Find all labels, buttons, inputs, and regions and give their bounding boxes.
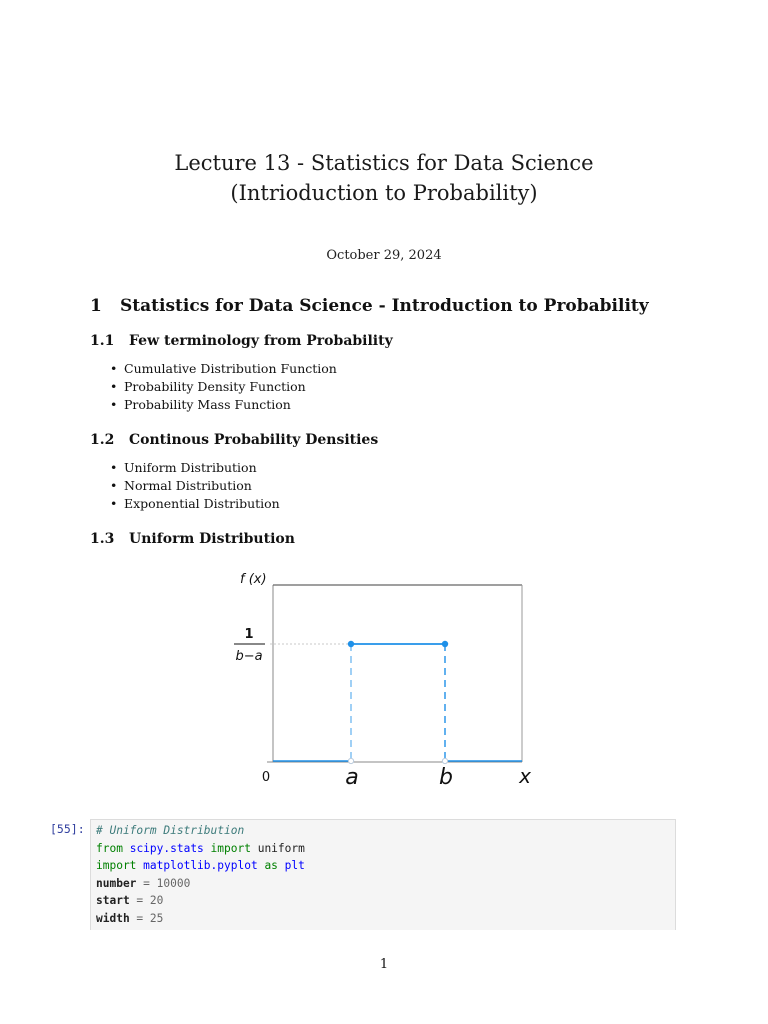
code-token — [204, 842, 211, 855]
subsection-number: 1.2 — [90, 432, 115, 448]
code-token — [123, 842, 130, 855]
code-token: width — [96, 911, 130, 925]
code-token — [278, 859, 285, 872]
y-axis-label: f (x) — [240, 572, 267, 587]
code-token: uniform — [250, 841, 305, 855]
code-token: 10000 — [156, 876, 191, 890]
list-item: • Cumulative Distribution Function — [110, 360, 337, 378]
code-line — [96, 857, 675, 875]
list-item: • Uniform Distribution — [110, 459, 280, 477]
code-token: = — [129, 894, 150, 908]
code-token: start — [96, 894, 130, 908]
code-line — [96, 875, 675, 893]
code-token: = — [129, 911, 150, 925]
code-token: # Uniform Distribution — [96, 824, 245, 837]
b-endpoint — [442, 641, 448, 647]
a-open-point — [348, 758, 353, 763]
section-title: Statistics for Data Science - Introduction to Probability — [120, 296, 649, 316]
subsection-title: Uniform Distribution — [129, 531, 295, 547]
density-numerator: 1 — [244, 627, 254, 642]
section-1-heading — [90, 296, 649, 316]
code-line — [96, 892, 675, 910]
section-number: 1 — [90, 296, 102, 316]
document-date: October 29, 2024 — [326, 248, 442, 263]
subsection-1-1-heading — [90, 333, 393, 349]
terminology-list — [110, 360, 337, 414]
subsection-1-2-heading — [90, 432, 378, 448]
code-line — [96, 910, 675, 928]
subsection-1-3-heading — [90, 531, 295, 547]
code-block — [91, 820, 675, 928]
code-token: scipy.stats — [129, 841, 204, 855]
a-label: a — [345, 765, 359, 790]
code-token: = — [136, 876, 157, 890]
b-open-point — [442, 758, 447, 763]
subsection-number: 1.1 — [90, 333, 115, 349]
code-token: plt — [284, 859, 305, 873]
a-endpoint — [348, 641, 354, 647]
subsection-number: 1.3 — [90, 531, 115, 547]
origin-label: 0 — [261, 770, 271, 785]
code-token: matplotlib.pyplot — [143, 859, 258, 873]
code-token: 20 — [149, 894, 164, 908]
code-cell[interactable] — [90, 819, 676, 930]
list-item: • Exponential Distribution — [110, 495, 280, 513]
page-number: 1 — [379, 957, 389, 972]
code-token: import — [96, 859, 137, 873]
code-token: from — [96, 841, 123, 855]
code-token: as — [264, 859, 278, 873]
code-token: number — [96, 876, 137, 890]
code-token: 25 — [149, 911, 164, 925]
cell-prompt: [55]: — [50, 822, 85, 836]
subsection-title: Continous Probability Densities — [129, 432, 379, 448]
list-item: • Normal Distribution — [110, 477, 280, 495]
document-title: Lecture 13 - Statistics for Data Science (Intrioduction to Probability) — [174, 151, 594, 205]
uniform-distribution-figure — [225, 563, 535, 793]
list-item: • Probability Density Function — [110, 378, 337, 396]
b-label: b — [439, 765, 453, 790]
code-token: import — [210, 841, 251, 855]
x-axis-label: x — [519, 764, 531, 788]
list-item: • Probability Mass Function — [110, 396, 337, 414]
density-denominator: b−a — [235, 649, 263, 664]
subsection-title: Few terminology from Probability — [129, 333, 393, 349]
code-line — [96, 840, 675, 858]
densities-list — [110, 459, 280, 513]
code-line — [96, 822, 675, 840]
